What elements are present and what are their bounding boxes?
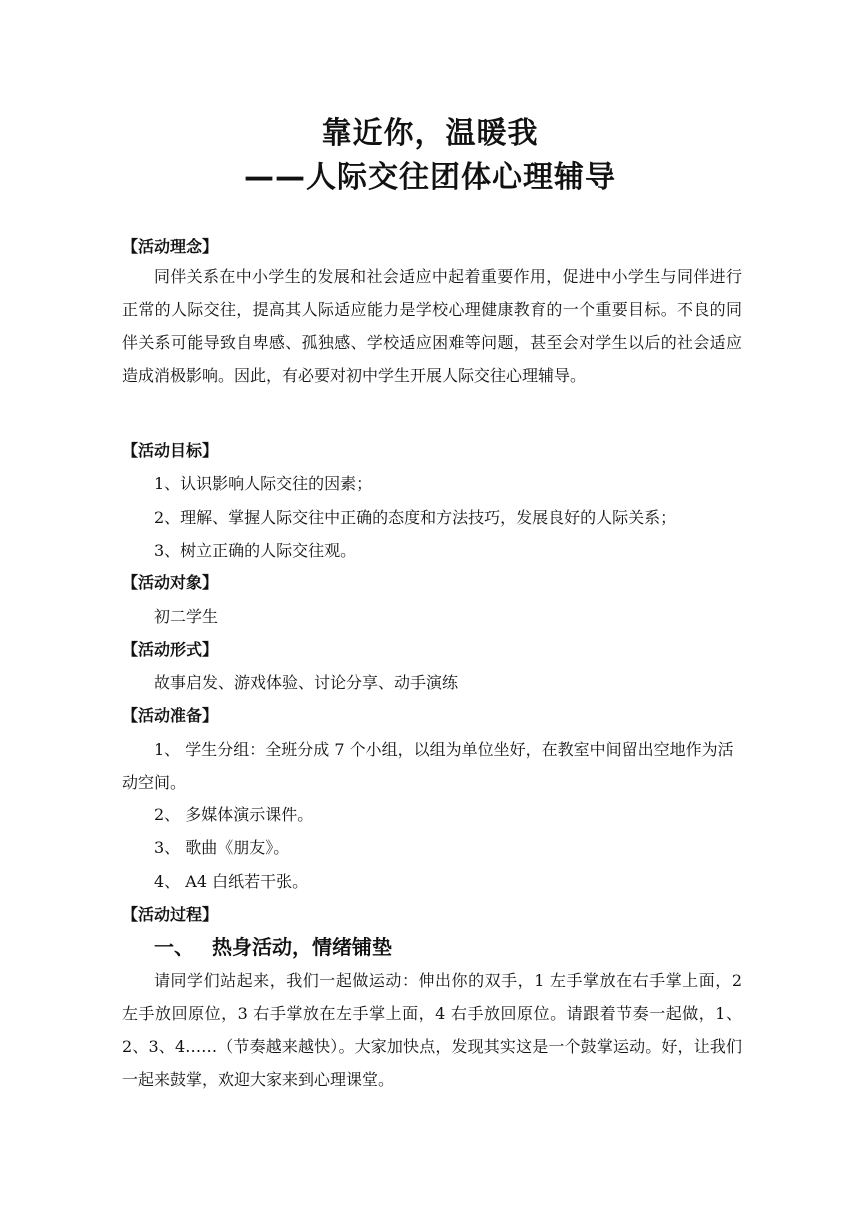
heading-goals: 【活动目标】 [122, 441, 219, 460]
section-1-text: 请同学们站起来，我们一起做运动：伸出你的双手，1 左手掌放在右手掌上面，2 左手放回原位，3 右手掌放在左手掌上面，4 右手放回原位。请跟着节奏一起做，1、2、3、4……（节奏越来越快）。大家加快点，发现其实这是一个鼓掌运动。好，让我们一起来鼓掌，欢迎大家来到心理课堂。 [122, 971, 742, 1089]
goal-item-2: 2、理解、掌握人际交往中正确的态度和方法技巧，发展良好的人际关系； [154, 508, 677, 527]
heading-process: 【活动过程】 [122, 905, 219, 924]
prep-item-3: 3、 歌曲《朋友》。 [154, 838, 290, 857]
target-text: 初二学生 [154, 607, 219, 626]
section-1-title: 热身活动，情绪铺垫 [212, 935, 392, 959]
heading-form: 【活动形式】 [122, 640, 219, 659]
heading-target: 【活动对象】 [122, 573, 219, 592]
heading-concept: 【活动理念】 [122, 237, 219, 256]
document-subtitle: ——人际交往团体心理辅导 [244, 160, 616, 195]
document-title: 靠近你，温暖我 [321, 116, 539, 151]
goal-item-1: 1、认识影响人际交往的因素； [154, 474, 373, 493]
concept-text: 同伴关系在中小学生的发展和社会适应中起着重要作用，促进中小学生与同伴进行正常的人际交往，提高其人际适应能力是学校心理健康教育的一个重要目标。不良的同伴关系可能导致自卑感、孤独感、学校适应困难等问题，甚至会对学生以后的社会适应造成消极影响。因此，有必要对初中学生开展人际交往心理辅导。 [122, 267, 742, 385]
section-1-number: 一、 [154, 935, 194, 959]
form-text: 故事启发、游戏体验、讨论分享、动手演练 [154, 673, 459, 692]
prep-item-2: 2、 多媒体演示课件。 [154, 805, 314, 824]
section-1-heading [154, 933, 392, 961]
prep-item-1: 1、 学生分组：全班分成 7 个小组，以组为单位坐好，在教室中间留出空地作为活动空间。 [122, 740, 734, 792]
prep-item-4: 4、 A4 白纸若干张。 [154, 872, 309, 891]
heading-preparation: 【活动准备】 [122, 706, 219, 725]
goal-item-3: 3、树立正确的人际交往观。 [154, 541, 357, 560]
